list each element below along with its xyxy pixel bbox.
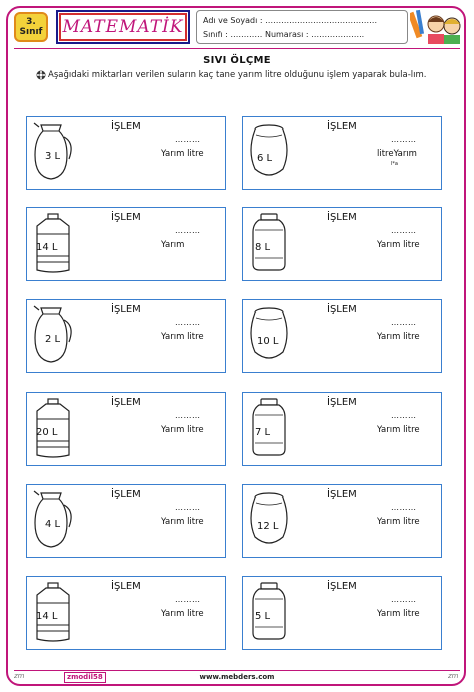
bowl-container-icon: [247, 489, 291, 551]
footer-logo-left: zm: [14, 672, 25, 680]
name-field-label: Adı ve Soyadı : ……………………………………: [203, 16, 378, 25]
footer-tag: zmodil58: [64, 672, 106, 683]
bowl-container-icon: [247, 121, 291, 183]
islem-label: İŞLEM: [111, 581, 141, 592]
liter-amount: 7 L: [255, 427, 271, 438]
answer-unit-label: Yarım litre: [161, 609, 204, 619]
islem-label: İŞLEM: [111, 121, 141, 132]
islem-label: İŞLEM: [111, 304, 141, 315]
kids-illustration-icon: [410, 8, 466, 46]
exercise-card: [26, 576, 226, 650]
exercise-card: [242, 484, 442, 558]
answer-blank[interactable]: ………: [391, 411, 417, 420]
header-divider: [14, 48, 460, 49]
exercise-card: [242, 207, 442, 281]
exercise-card: [26, 116, 226, 190]
footer-website: www.mebders.com: [199, 673, 275, 681]
liter-amount: 6 L: [257, 153, 273, 164]
answer-blank[interactable]: ………: [175, 135, 201, 144]
answer-blank[interactable]: ………: [175, 595, 201, 604]
answer-blank[interactable]: ………: [391, 135, 417, 144]
student-info-box: [196, 10, 408, 44]
exercise-card: [242, 116, 442, 190]
answer-unit-label: Yarım litre: [377, 332, 420, 342]
islem-label: İŞLEM: [111, 397, 141, 408]
exercise-card: [26, 392, 226, 466]
subject-title-box: [56, 10, 190, 44]
exercise-card: [26, 484, 226, 558]
instruction-text: [30, 69, 450, 82]
liter-amount: 3 L: [45, 151, 61, 162]
answer-unit-label: litreYarım: [377, 149, 417, 159]
islem-label: İŞLEM: [327, 212, 357, 223]
answer-unit-label: Yarım litre: [377, 517, 420, 527]
answer-unit-label: Yarım litre: [161, 425, 204, 435]
answer-blank[interactable]: ………: [175, 318, 201, 327]
answer-extra-label: l*a: [391, 161, 398, 167]
answer-unit-label: Yarım litre: [377, 609, 420, 619]
answer-unit-label: Yarım litre: [161, 332, 204, 342]
islem-label: İŞLEM: [327, 489, 357, 500]
islem-label: İŞLEM: [327, 581, 357, 592]
islem-label: İŞLEM: [327, 304, 357, 315]
class-number-field-label: Sınıfı : ………… Numarası : ………………..: [203, 30, 365, 39]
liter-amount: 4 L: [45, 519, 61, 530]
liter-amount: 12 L: [257, 521, 279, 532]
section-title: SIVI ÖLÇME: [203, 55, 271, 66]
answer-unit-label: Yarım: [161, 240, 185, 250]
answer-unit-label: Yarım litre: [377, 240, 420, 250]
answer-unit-label: Yarım litre: [377, 425, 420, 435]
subject-title: MATEMATİK: [62, 17, 184, 37]
footer-logo-right: zm: [448, 672, 459, 680]
footer-divider: [14, 670, 460, 671]
answer-unit-label: Yarım litre: [161, 149, 204, 159]
liter-amount: 2 L: [45, 334, 61, 345]
answer-blank[interactable]: ………: [391, 226, 417, 235]
grade-badge: [14, 12, 48, 42]
liter-amount: 5 L: [255, 611, 271, 622]
islem-label: İŞLEM: [111, 489, 141, 500]
answer-blank[interactable]: ………: [175, 411, 201, 420]
answer-unit-label: Yarım litre: [161, 517, 204, 527]
exercise-card: [26, 299, 226, 373]
liter-amount: 14 L: [36, 242, 58, 253]
answer-blank[interactable]: ………: [391, 503, 417, 512]
exercise-card: [26, 207, 226, 281]
instruction-body: Aşağıdaki miktarları verilen suların kaç tane yarım litre olduğunu işlem yaparak bula-lım.: [48, 70, 427, 80]
exercise-card: [242, 576, 442, 650]
liter-amount: 10 L: [257, 336, 279, 347]
exercise-card: [242, 299, 442, 373]
answer-blank[interactable]: ………: [391, 318, 417, 327]
liter-amount: 14 L: [36, 611, 58, 622]
grade-number: 3.: [26, 17, 36, 27]
bowl-container-icon: [247, 304, 291, 366]
liter-amount: 20 L: [36, 427, 58, 438]
islem-label: İŞLEM: [327, 121, 357, 132]
exercise-card: [242, 392, 442, 466]
liter-amount: 8 L: [255, 242, 271, 253]
grade-label: Sınıf: [19, 27, 43, 37]
answer-blank[interactable]: ………: [391, 595, 417, 604]
answer-blank[interactable]: ………: [175, 503, 201, 512]
answer-blank[interactable]: ………: [175, 226, 201, 235]
islem-label: İŞLEM: [327, 397, 357, 408]
islem-label: İŞLEM: [111, 212, 141, 223]
